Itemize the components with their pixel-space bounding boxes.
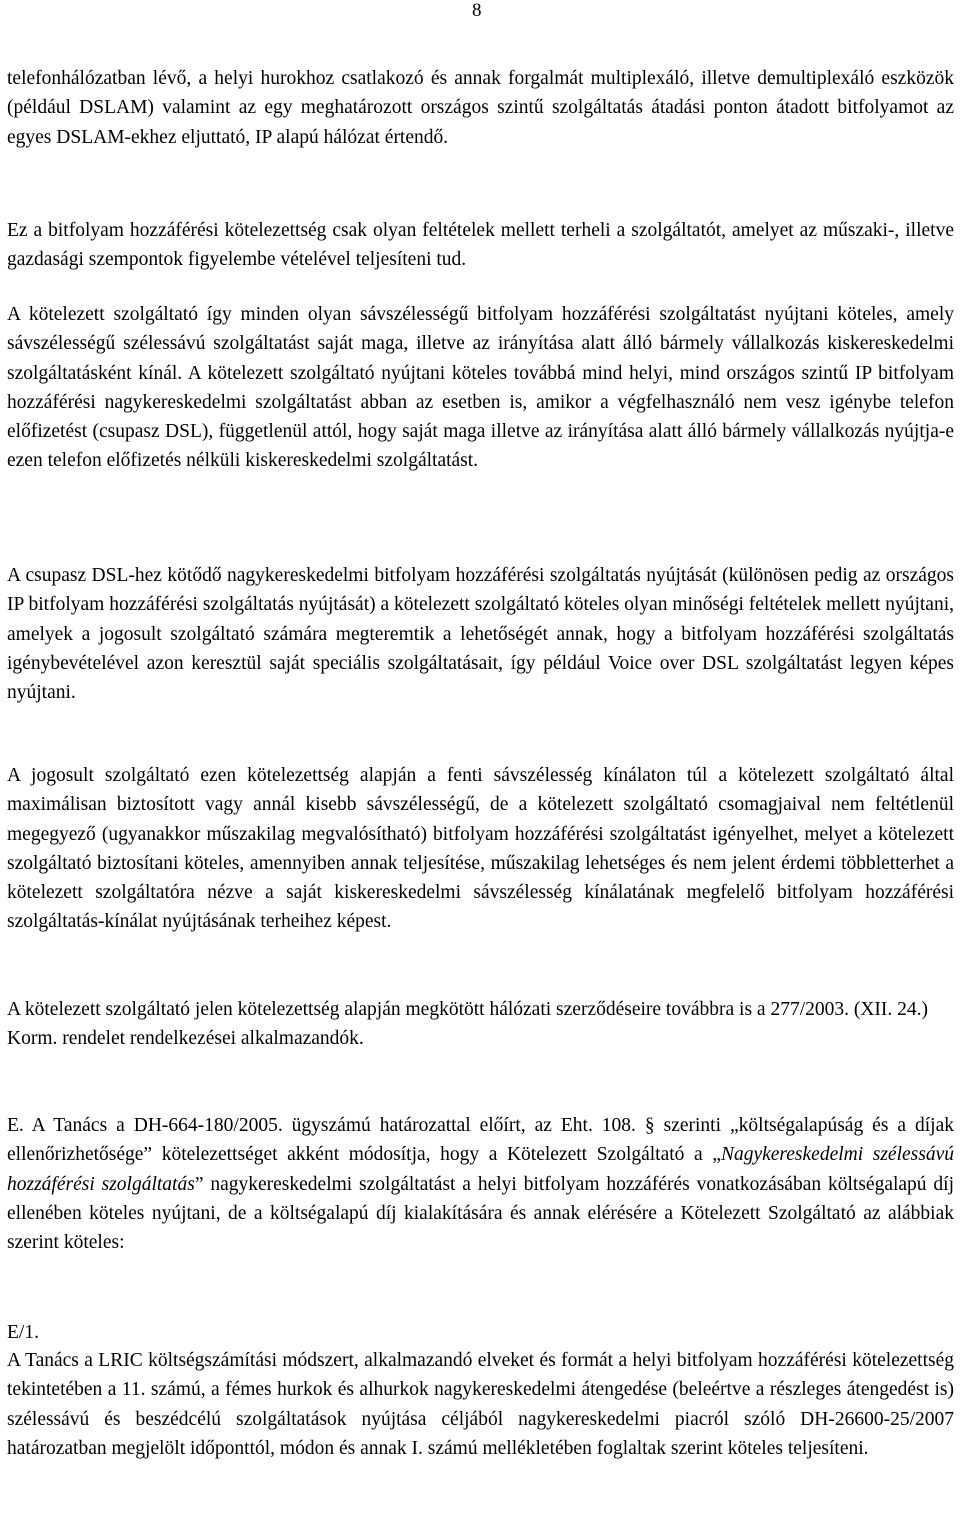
section-e-paragraph xyxy=(7,1111,954,1257)
section-e-text-part1: E. A Tanács a DH-664-180/2005. ügyszámú határozattal előírt, az Eht. 108. § szerinti „költségalapúság és a díjak ellenőrizhetősége” kötelezettséget akként módosítja, hogy a Kötelezett Szolgáltató a „ xyxy=(7,1115,954,1166)
paragraph-entitled-provider: A jogosult szolgáltató ezen kötelezettség alapján a fenti sávszélesség kínálaton túl a kötelezett szolgáltató által maximálisan biztosított vagy annál kisebb sávszélességű, de a kötelezett szolgáltató csomagjaival nem feltétlenül megegyező (ugyanakkor műszakilag megvalósítható) bitfolyam hozzáférési szolgáltatást igényelhet, melyet a kötelezett szolgáltató biztosítani köteles, amennyiben annak teljesítése, műszakilag lehetséges és nem jelent érdemi többletterhet a kötelezett szolgáltatóra nézve a saját kiskereskedelmi sávszélesség kínálatának megfelelő bitfolyam hozzáférési szolgáltatás-kínálat nyújtásának terheihez képest. xyxy=(7,765,954,933)
paragraph-network-contracts: A kötelezett szolgáltató jelen kötelezettség alapján megkötött hálózati szerződéseire továbbra is a 277/2003. (XII. 24.) Korm. rendelet rendelkezései alkalmazandók. xyxy=(7,999,929,1050)
section-e-text-part2: ” nagykereskedelmi szolgáltatást a helyi bitfolyam hozzáférés vonatkozásában költségalapú díj ellenében köteles nyújtani, de a költségalapú díj kialakítására és annak elérésére a Kötelezett Szolgáltató az alábbiak szerint köteles: xyxy=(7,1173,954,1254)
paragraph-network-definition: telefonhálózatban lévő, a helyi hurokhoz csatlakozó és annak forgalmát multiplexáló, illetve demultiplexáló eszközök (például DSLAM) valamint az egy meghatározott országos szintű szolgáltatás átadási ponton átadott bitfolyamot az egyes DSLAM-ekhez eljuttató, IP alapú hálózat értendő. xyxy=(7,68,954,148)
paragraph-naked-dsl: A csupasz DSL-hez kötődő nagykereskedelmi bitfolyam hozzáférési szolgáltatás nyújtását (különösen pedig az országos IP bitfolyam hozzáférési szolgáltatás nyújtását) a kötelezett szolgáltató köteles olyan minőségi feltételek mellett nyújtani, amelyek a jogosult szolgáltató számára megteremtik a lehetőségét annak, hogy a bitfolyam hozzáférési szolgáltatás igénybevételével azon keresztül saját speciális szolgáltatásait, így például Voice over DSL szolgáltatást legyen képes nyújtani. xyxy=(7,565,954,704)
section-e-service-name: Nagykereskedelmi szélessávú hozzáférési szolgáltatás xyxy=(7,1144,954,1195)
page-number: 8 xyxy=(472,0,482,21)
section-e1-heading: E/1. xyxy=(7,1322,39,1343)
paragraph-obligation-conditions: Ez a bitfolyam hozzáférési kötelezettség csak olyan feltételek mellett terheli a szolgáltatót, amelyet az műszaki-, illetve gazdasági szempontok figyelembe vételével teljesíteni tud. xyxy=(7,220,954,271)
section-e1-paragraph: A Tanács a LRIC költségszámítási módszert, alkalmazandó elveket és formát a helyi bitfolyam hozzáférési kötelezettség tekintetében a 11. számú, a fémes hurkok és alhurkok nagykereskedelmi átengedése (beleértve a részleges átengedést is) szélessávú és beszédcélú szolgáltatások nyújtása céljából nagykereskedelmi piacról szóló DH-26600-25/2007 határozatban megjelölt időponttól, módon és annak I. számú mellékletében foglaltak szerint köteles teljesíteni. xyxy=(7,1350,954,1459)
paragraph-bandwidth-offer: A kötelezett szolgáltató így minden olyan sávszélességű bitfolyam hozzáférési szolgáltatást nyújtani köteles, amely sávszélességű szélessávú szolgáltatást saját maga, illetve az irányítása alatt álló bármely vállalkozás kiskereskedelmi szolgáltatásként kínál. A kötelezett szolgáltató nyújtani köteles továbbá mind helyi, mind országos szintű IP bitfolyam hozzáférési nagykereskedelmi szolgáltatást abban az esetben is, amikor a végfelhasználó nem vesz igénybe telefon előfizetést (csupasz DSL), függetlenül attól, hogy saját maga illetve az irányítása alatt álló bármely vállalkozás nyújtja-e ezen telefon előfizetés nélküli kiskereskedelmi szolgáltatást. xyxy=(7,304,954,472)
